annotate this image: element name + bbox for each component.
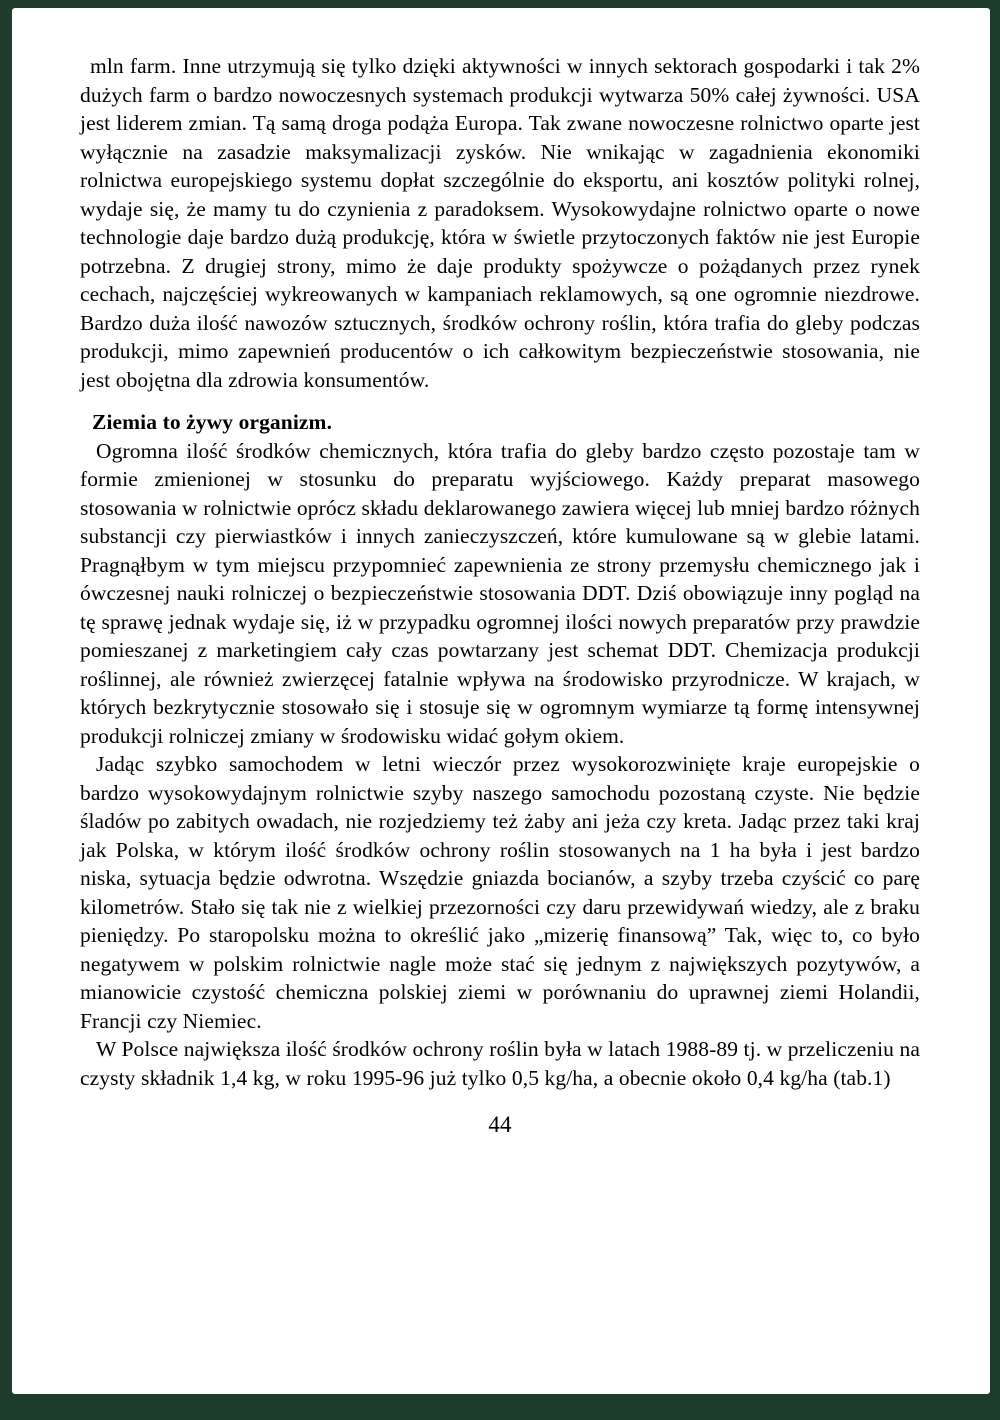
section-heading: Ziemia to żywy organizm. — [92, 410, 333, 434]
paragraph-car-windows: Jadąc szybko samochodem w letni wieczór przez wysokorozwinięte kraje europejskie o bardzo wysokowydajnym rolnictwie szyby naszego samochodu pozostaną czyste. Nie będzie śladów po zabitych owadach, nie rozjedziemy też żaby ani jeża czy kreta. Jadąc przez taki kraj jak Polska, w którym ilość środków ochrony roślin stosowanych na 1 ha była i jest bardzo niska, sytuacja będzie odwrotna. Wszędzie gniazda bocianów, a szyby trzeba czyścić co parę kilometrów. Stało się tak nie z wielkiej przezorności czy daru przewidywań wiedzy, ale z braku pieniędzy. Po staropolsku można to określić jako „mizerię finansową” Tak, więc to, co było negatywem w polskim rolnictwie nagle może stać się jednym z największych pozytywów, a mianowicie czystość chemiczna polskiej ziemi w porównaniu do uprawnej ziemi Holandii, Francji czy Niemiec. — [80, 752, 920, 1033]
paragraph-poland-statistics: W Polsce największa ilość środków ochrony roślin była w latach 1988-89 tj. w przeliczeniu na czysty składnik 1,4 kg, w roku 1995-96 już tylko 0,5 kg/ha, a obecnie około 0,4 kg/ha (tab.1) — [80, 1037, 920, 1090]
page-text-column — [12, 8, 990, 1140]
paragraph-soil-chemicals: Ogromna ilość środków chemicznych, która trafia do gleby bardzo często pozostaje tam w formie zmienionej w stosunku do preparatu wyjściowego. Każdy preparat masowego stosowania w rolnictwie oprócz składu deklarowanego zawiera więcej lub mniej bardzo różnych substancji czy pierwiastków i innych zanieczyszczeń, które kumulowane są w glebie latami. Pragnąłbym w tym miejscu przypomnieć zapewnienia ze strony przemysłu chemicznego jak i ówczesnej nauki rolniczej o bezpieczeństwie stosowania DDT. Dziś obowiązuje inny pogląd na tę sprawę jednak wydaje się, iż w przypadku ogromnej ilości nowych preparatów przy prawdzie pomieszanej z marketingiem cały czas powtarzany jest schemat DDT. Chemizacja produkcji roślinnej, ale również zwierzęcej fatalnie wpływa na środowisko przyrodnicze. W krajach, w których bezkrytycznie stosowało się i stosuje się w ogromnym wymiarze tą formę intensywnej produkcji rolniczej zmiany w środowisku widać gołym okiem. — [80, 438, 920, 748]
book-page — [12, 8, 990, 1394]
page-number: 44 — [488, 1112, 512, 1137]
paragraph-farm-continuation: mln farm. Inne utrzymują się tylko dzięki aktywności w innych sektorach gospodarki i tak 2% dużych farm o bardzo nowoczesnych systemach produkcji wytwarza 50% całej żywności. USA jest liderem zmian. Tą samą droga podąża Europa. Tak zwane nowoczesne rolnictwo oparte jest wyłącznie na zasadzie maksymalizacji zysków. Nie wnikając w zagadnienia ekonomiki rolnictwa europejskiego systemu dopłat szczególnie do eksportu, ani kosztów polityki rolnej, wydaje się, że mamy tu do czynienia z paradoksem. Wysokowydajne rolnictwo oparte o nowe technologie daje bardzo dużą produkcję, która w świetle przytoczonych faktów nie jest Europie potrzebna. Z drugiej strony, mimo że daje produkty spożywcze o pożądanych przez rynek cechach, najczęściej wykreowanych w kampaniach reklamowych, są one ogromnie niezdrowe. Bardzo duża ilość nawozów sztucznych, środków ochrony roślin, która trafia do gleby podczas produkcji, mimo zapewnień producentów o ich całkowitym bezpieczeństwie stosowania, nie jest obojętna dla zdrowia konsumentów. — [80, 54, 920, 392]
